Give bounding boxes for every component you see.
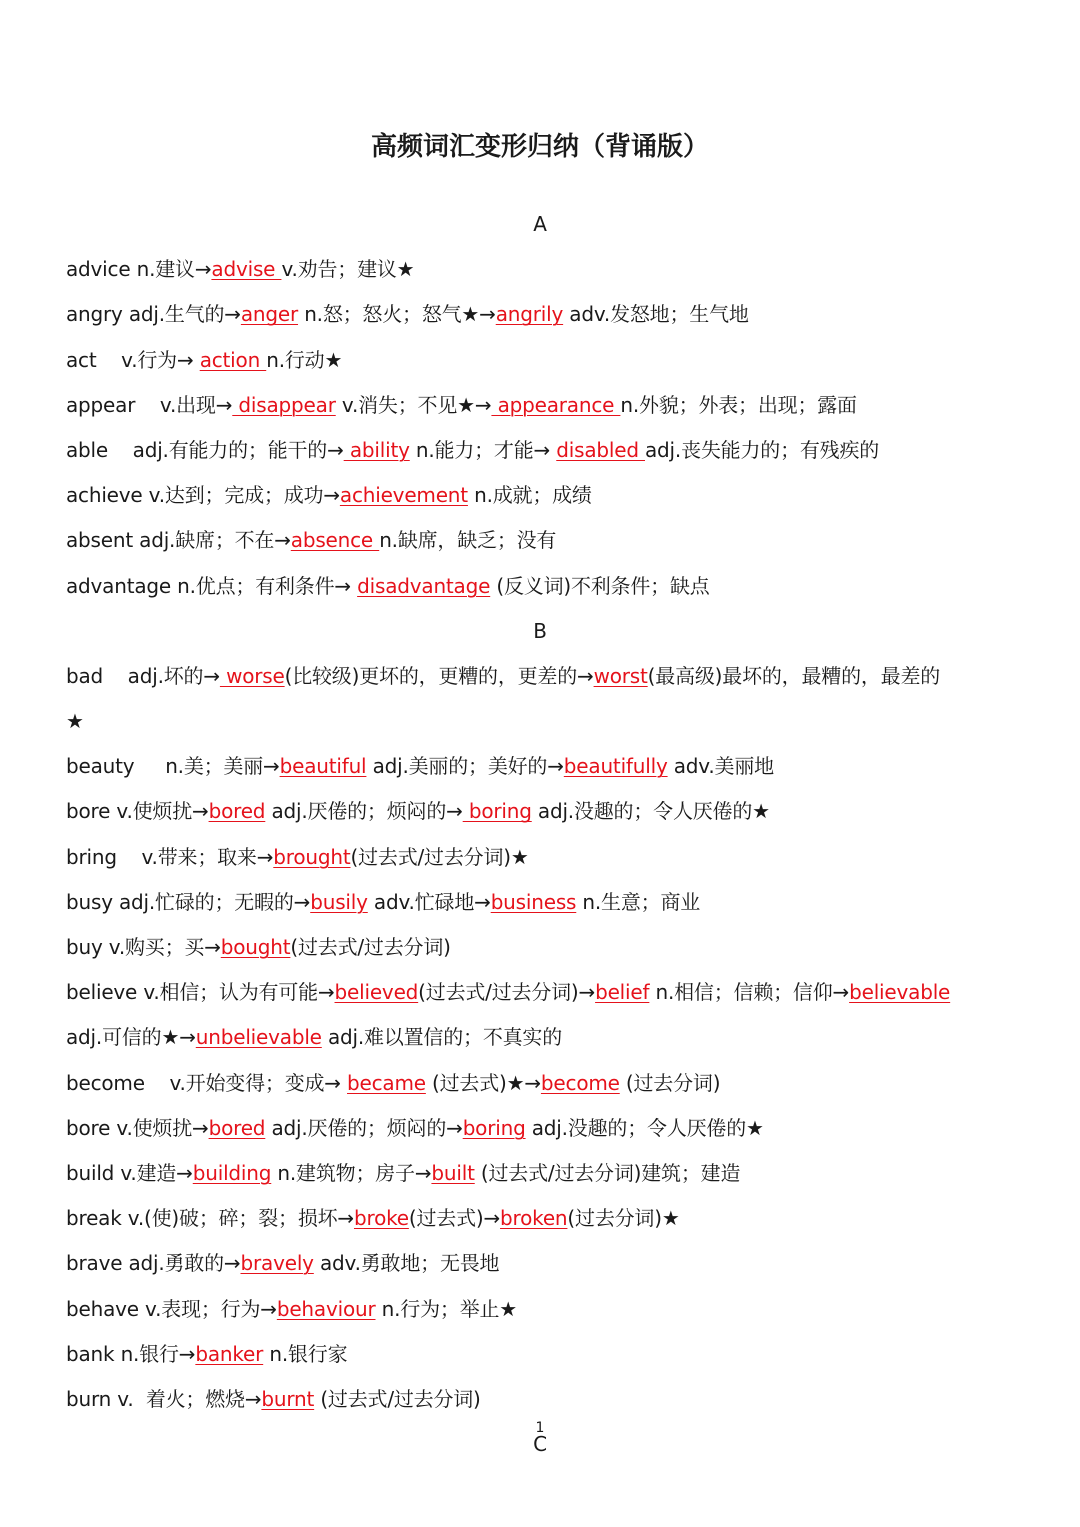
word-form: worse [219,663,285,688]
word-form: bored [208,799,266,824]
vocab-entry [66,699,1026,744]
word-form: advise [211,257,282,282]
entry-text: appear v.出现→ [66,392,233,417]
vocab-entry [66,744,1026,789]
entry-text: n.生意；商业 [576,889,701,914]
entry-text: (比较级)更坏的，更糟的，更差的→ [284,663,594,688]
entry-text: n.行为；举止★ [375,1296,518,1321]
word-form: worst [593,663,648,688]
entry-text: beauty n.美；美丽→ [66,754,280,779]
word-form: boring [462,799,532,824]
entry-text: burn v. 着火；燃烧→ [66,1386,262,1411]
vocab-entry [66,428,1026,473]
entry-text: adj.难以置信的；不真实的 [321,1025,563,1050]
entry-text: adv.美丽地 [667,754,774,779]
entry-text: n.成就；成绩 [467,483,592,508]
word-form: brought [273,844,351,869]
vocab-entry [66,1332,1026,1377]
word-form: busily [310,889,368,914]
entry-text: (过去式/过去分词)→ [418,980,596,1005]
entry-text: act v.行为→ [66,347,200,372]
vocab-entry [66,383,1026,428]
vocab-entry [66,925,1026,970]
entry-text: angry adj.生气的→ [66,302,241,327]
entry-text: (反义词)不利条件；缺点 [490,573,710,598]
word-form: disadvantage [357,573,491,598]
entry-text: adv.忙碌地→ [367,889,491,914]
entry-text: (过去式/过去分词)★ [350,844,529,869]
word-form: broken [500,1206,568,1231]
entry-text: bank n.银行→ [66,1341,196,1366]
entry-text: n.建筑物；房子→ [271,1160,432,1185]
entry-text: bore v.使烦扰→ [66,1115,209,1140]
entry-text: adj.没趣的；令人厌倦的★ [525,1115,764,1140]
entry-text: adj.美丽的；美好的→ [366,754,564,779]
section-letter: B [533,618,547,643]
entry-text: brave adj.勇敢的→ [66,1251,241,1276]
entry-text: n.银行家 [263,1341,348,1366]
entry-text: (过去式/过去分词) [290,935,451,959]
entry-text: (最高级)最坏的，最糟的，最差的 [647,663,941,688]
entry-text: adj.厌倦的；烦闷的→ [265,1115,463,1140]
word-form: believed [334,980,419,1005]
entry-text: buy v.购买；买→ [66,935,221,959]
entry-text: (过去式)→ [408,1206,501,1231]
entry-text: adv.发怒地；生气地 [563,302,749,327]
word-form: achievement [339,483,468,508]
entry-text: build v.建造→ [66,1160,193,1185]
entry-text: achieve v.达到；完成；成功→ [66,483,340,508]
page-number: 1 [535,1420,545,1436]
vocab-entry [66,564,1026,609]
word-form: belief [595,980,650,1005]
entry-text: believe v.相信；认为有可能→ [66,980,335,1005]
entry-text: advice n.建议→ [66,257,212,282]
vocab-entry [66,654,1026,699]
entry-text: break v.(使)破；碎；裂；损坏→ [66,1206,354,1231]
entry-text: v.消失；不见★→ [335,392,492,417]
entry-text: n.外貌；外表；出现；露面 [620,392,857,417]
entry-text: behave v.表现；行为→ [66,1296,277,1321]
entry-text: bore v.使烦扰→ [66,799,209,824]
word-form: became [347,1070,426,1095]
entry-text: able adj.有能力的；能干的→ [66,437,344,462]
vocab-entry [66,1377,1026,1422]
entry-text: n.怒；怒火；怒气★→ [298,302,496,327]
word-form: boring [462,1115,526,1140]
word-form: behaviour [276,1296,376,1321]
word-form: anger [240,302,299,327]
entry-text: bad adj.坏的→ [66,663,220,688]
word-form: become [540,1070,620,1095]
entry-text: bring v.带来；取来→ [66,844,274,869]
entry-text: n.相信；信赖；信仰→ [649,980,850,1005]
vocab-entry [66,835,1026,880]
word-form: bored [208,1115,266,1140]
vocab-entry [66,1241,1026,1286]
entry-text: advantage n.优点；有利条件→ [66,573,358,598]
section-letter: C [533,1432,547,1457]
vocab-entry [66,518,1026,563]
word-form: business [490,889,577,914]
page-title: 高频词汇变形归纳（背诵版） [370,132,709,163]
entry-text: become v.开始变得；变成→ [66,1070,348,1095]
entry-text: (过去分词) [619,1070,721,1095]
word-form: burnt [261,1386,315,1411]
entry-text: adj.丧失能力的；有残疾的 [645,437,880,462]
entry-text: v.劝告；建议★ [281,257,415,282]
entry-text: adj.可信的★→ [66,1025,196,1050]
word-form: disabled [556,437,645,462]
word-form: believable [849,980,951,1005]
vocabulary-list [66,202,1026,1467]
vocab-entry [66,473,1026,518]
word-form: beautiful [279,754,367,779]
entry-text: adv.勇敢地；无畏地 [313,1251,500,1276]
entry-text: adj.厌倦的；烦闷的→ [265,799,463,824]
word-form: appearance [491,392,621,417]
word-form: angrily [495,302,564,327]
vocab-entry [66,1061,1026,1106]
word-form: banker [195,1341,264,1366]
word-form: bravely [240,1251,314,1276]
entry-text: absent adj.缺席；不在→ [66,528,291,553]
entry-text: adj.没趣的；令人厌倦的★ [531,799,770,824]
vocab-entry [66,338,1026,383]
vocab-entry [66,292,1026,337]
vocab-entry [66,1287,1026,1332]
word-form: absence [290,528,380,553]
word-form: bought [220,935,291,959]
vocab-entry [66,247,1026,292]
word-form: action [199,347,267,372]
vocab-entry [66,880,1026,925]
entry-text: ★ [66,709,84,734]
entry-text: n.缺席，缺乏；没有 [379,528,557,553]
entry-text: (过去分词)★ [567,1206,680,1231]
vocab-entry [66,1151,1026,1196]
vocab-entry [66,1106,1026,1151]
word-form: disappear [232,392,336,417]
entry-text: (过去式/过去分词)建筑；建造 [474,1160,741,1185]
vocab-entry [66,1015,1026,1060]
word-form: beautifully [563,754,668,779]
word-form: building [192,1160,272,1185]
entry-text: n.能力；才能→ [409,437,557,462]
word-form: unbelievable [195,1025,322,1050]
entry-text: (过去式)★→ [425,1070,541,1095]
word-form: ability [343,437,410,462]
entry-text: n.行动★ [266,347,343,372]
word-form: broke [353,1206,409,1231]
entry-text: busy adj.忙碌的；无暇的→ [66,889,311,914]
word-form: built [431,1160,475,1185]
section-letter: A [533,212,547,236]
vocab-entry [66,1196,1026,1241]
entry-text: (过去式/过去分词) [314,1386,481,1411]
vocab-entry [66,970,1026,1015]
vocab-entry [66,789,1026,834]
